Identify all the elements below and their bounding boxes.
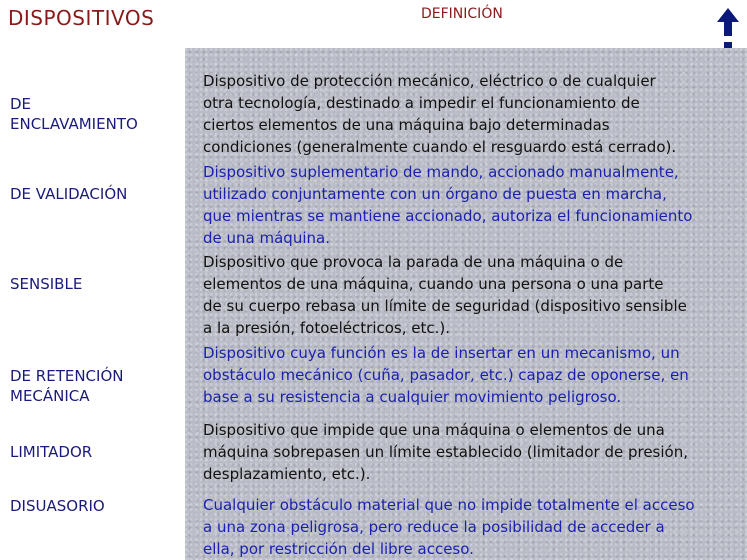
term-sensible: SENSIBLE bbox=[10, 275, 83, 293]
definition-limitador: Dispositivo que impide que una máquina o elementos de una máquina sobrepasen un límite establecido (limitador de presión, desplazamiento, etc.). bbox=[203, 421, 688, 483]
term-validacion: DE VALIDACIÓN bbox=[10, 185, 128, 203]
term-retencion-mecanica: DE RETENCIÓN MECÁNICA bbox=[10, 367, 124, 405]
definition-sensible: Dispositivo que provoca la parada de una máquina o de elementos de una máquina, cuando una persona o una parte de su cuerpo rebasa un límite de seguridad (dispositivo sensible a la presión, fotoeléctricos, etc.). bbox=[203, 253, 687, 337]
arrow-up-icon[interactable] bbox=[717, 8, 739, 36]
term-disuasorio: DISUASORIO bbox=[10, 497, 105, 515]
term-limitador: LIMITADOR bbox=[10, 443, 93, 461]
definition-heading: DEFINICIÓN bbox=[421, 6, 503, 22]
definition-retencion-mecanica: Dispositivo cuya función es la de insertar en un mecanismo, un obstáculo mecánico (cuña, pasador, etc.) capaz de oponerse, en base a su resistencia a cualquier movimiento peligroso. bbox=[203, 344, 689, 406]
term-enclavamiento: DE ENCLAVAMIENTO bbox=[10, 95, 138, 133]
definition-disuasorio: Cualquier obstáculo material que no impide totalmente el acceso a una zona peligrosa, pero reduce la posibilidad de acceder a ella, por restricción del libre acceso. bbox=[203, 496, 695, 558]
definition-enclavamiento: Dispositivo de protección mecánico, eléctrico o de cualquier otra tecnología, destinado a impedir el funcionamiento de ciertos elementos de una máquina bajo determinadas condiciones (generalmente cuando el resguardo está cerrado). bbox=[203, 72, 677, 156]
devices-heading: DISPOSITIVOS bbox=[8, 6, 155, 30]
definition-validacion: Dispositivo suplementario de mando, accionado manualmente, utilizado conjuntamente con un órgano de puesta en marcha, que mientras se mantiene accionado, autoriza el funcionamiento de una máquina. bbox=[203, 163, 693, 247]
